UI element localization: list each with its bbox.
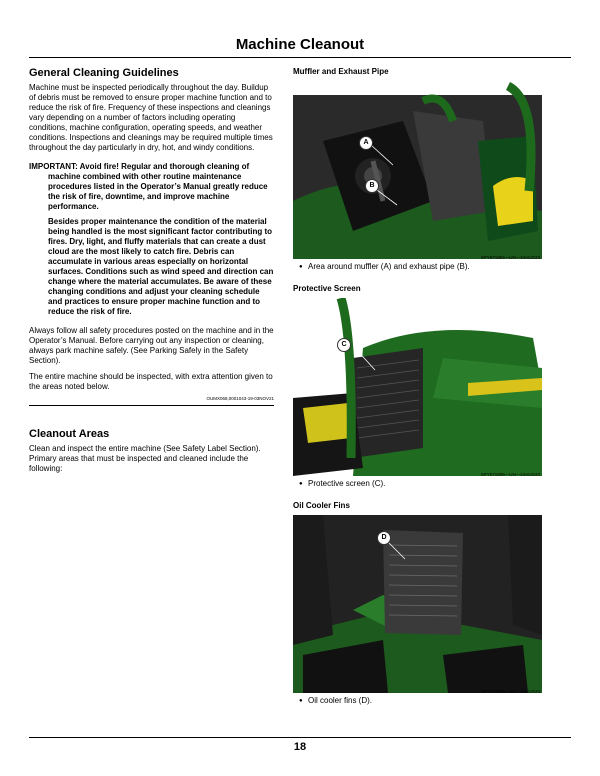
cleanout-body: Clean and inspect the entire machine (See Safety Label Section). Primary areas that must be inspected and cleaned include the following: bbox=[29, 444, 261, 473]
general-heading: General Cleaning Guidelines bbox=[29, 67, 179, 79]
screen-heading: Protective Screen bbox=[293, 284, 361, 293]
screen-caption: ● Protective screen (C). bbox=[299, 479, 542, 489]
screen-photo bbox=[293, 298, 542, 476]
cooler-caption: ● Oil cooler fins (D). bbox=[299, 696, 542, 706]
important-block bbox=[29, 162, 274, 317]
section-divider bbox=[29, 405, 274, 406]
page-title: Machine Cleanout bbox=[235, 36, 365, 53]
page-number: 18 bbox=[293, 741, 307, 753]
cooler-heading: Oil Cooler Fins bbox=[293, 501, 350, 510]
inspection-paragraph: The entire machine should be inspected, with extra attention given to the areas noted below. bbox=[29, 372, 273, 391]
safety-paragraph: Always follow all safety procedures posted on the machine and in the Operator’s Manual. Before carrying out any inspection or cleaning, always park machine safely. (See Parking Safely in the Safety Section). bbox=[29, 326, 274, 365]
callout-a: A bbox=[359, 136, 373, 150]
muffler-image-code: SPY571804—UN—24AUG23 bbox=[480, 255, 540, 259]
screen-image-code: SPY571806—UN—24AUG23 bbox=[480, 472, 540, 476]
cooler-illustration bbox=[293, 515, 542, 693]
general-body: Machine must be inspected periodically throughout the day. Buildup of debris must be removed to ensure proper machine function and to reduce the risk of fire. Frequency of these inspections and cleanings vary depending on a number of factors including operating conditions, machine configuration, operating speeds, and weather conditions. Inspections and cleanings may be required multiple times throughout the day particularly in dry, hot, and windy conditions. bbox=[29, 83, 273, 152]
title-rule bbox=[29, 57, 571, 58]
cleanout-heading: Cleanout Areas bbox=[29, 428, 110, 440]
callout-b: B bbox=[365, 179, 379, 193]
muffler-illustration bbox=[293, 81, 542, 259]
muffler-photo bbox=[293, 81, 542, 259]
cooler-image-code: SPY571805—UN—24AUG23 bbox=[480, 689, 540, 693]
important-text-1: IMPORTANT: Avoid fire! Regular and thorough cleaning of machine combined with other routine maintenance procedures listed in the Operator’s Manual greatly reduce the risk of fire, downtime, and improve machine performance. bbox=[29, 162, 268, 211]
left-column bbox=[29, 67, 274, 474]
muffler-caption: ● Area around muffler (A) and exhaust pipe (B). bbox=[299, 262, 542, 272]
callout-d: D bbox=[377, 531, 391, 545]
screen-illustration bbox=[293, 298, 542, 476]
reference-code: OUMX068,0001043-19-03NOV21 bbox=[206, 396, 274, 401]
callout-c: C bbox=[337, 338, 351, 352]
important-text-2: Besides proper maintenance the condition of the material being handled is the most significant factor contributing to fires. Dry, light, and fluffy materials that can create a dust cloud are the most likely to catch fire. Debris can accumulate in various areas especially on horizontal surfaces. Conditions such as wind speed and direction can change where the material accumulates. Be aware of these changing conditions and adjust your cleaning schedule and practices to ensure proper machine function and to reduce the risk of fire. bbox=[48, 217, 274, 316]
cooler-photo bbox=[293, 515, 542, 693]
footer-rule bbox=[29, 737, 571, 738]
muffler-heading: Muffler and Exhaust Pipe bbox=[293, 67, 389, 76]
right-column bbox=[293, 67, 542, 706]
